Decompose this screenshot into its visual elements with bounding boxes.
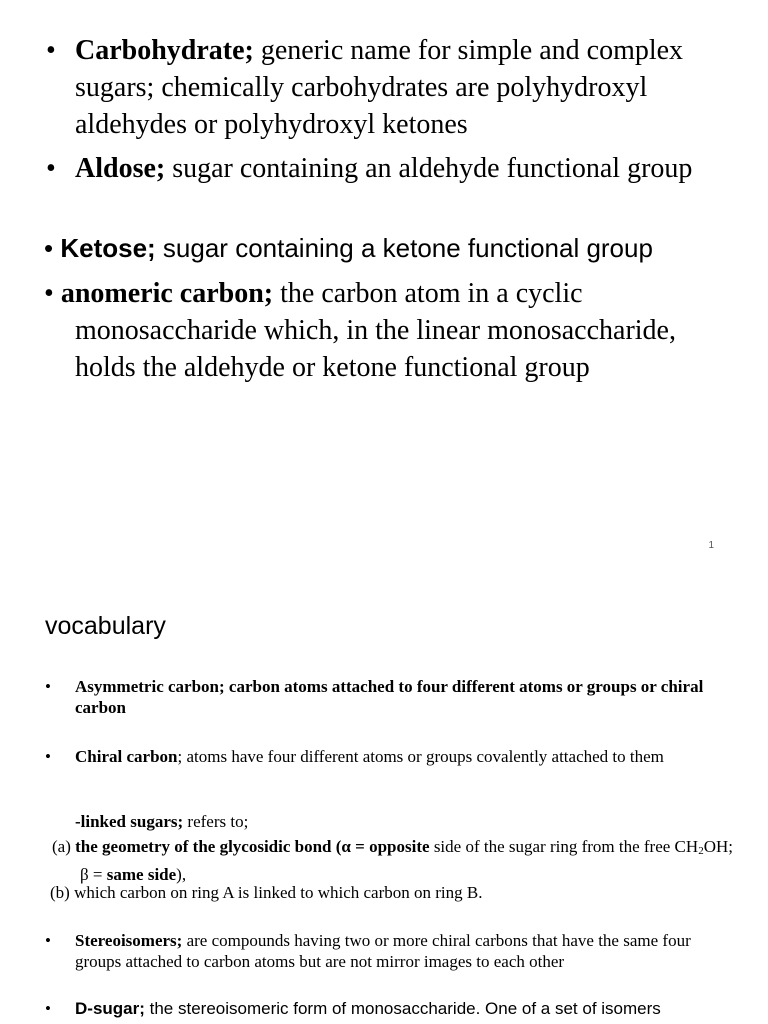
bullet-ketose [44,230,734,267]
page-title: vocabulary [45,612,166,640]
linked-item-a [50,835,740,886]
item-a-bold: the geometry of the glycosidic bond (α = opposite [75,837,430,856]
bullet-carbohydrate [46,32,736,143]
term-stereoisomers: Stereoisomers; [75,931,183,950]
bullet-dsugar [45,998,725,1019]
bullet-stereoisomers [45,930,725,972]
bullet-chiral [45,746,725,767]
term-carbohydrate: Carbohydrate; [75,35,254,66]
bullet-aldose [46,150,736,187]
term-linked: -linked sugars; [75,812,184,831]
bullet-asymmetric [45,676,725,718]
def-carbohydrate: generic name for simple and complex sugars; chemically carbohydrates are polyhydroxyl aldehydes or polyhydroxyl ketones [75,35,684,140]
bullet-dot: • [46,35,56,66]
def-ketose: sugar containing a ketone functional group [155,233,653,263]
def-dsugar: the stereoisomeric form of monosaccharide. One of a set of isomers [144,999,661,1018]
item-a-bold2: same side [106,865,177,884]
item-a-text: side of the sugar ring from the free CH [429,837,699,856]
item-a-text2: OH; β = [80,837,733,884]
item-a-text3: ), [176,865,187,884]
linked-sugars [75,810,248,833]
term-chiral: Chiral carbon [75,747,178,766]
item-a-subscript: 2 [698,845,704,857]
bullet-anomeric [44,275,734,386]
page-number: 1 [708,540,714,551]
bullet-dot: • [45,747,51,766]
def-stereoisomers: are compounds having two or more chiral carbons that have the same four groups attached to carbon atoms but are not mirror images to each other [75,931,691,971]
term-aldose: Aldose; [75,153,166,184]
term-asymmetric: Asymmetric carbon; carbon atoms attached to four different atoms or groups or chiral carbon [75,677,704,717]
linked-item-b: (b) which carbon on ring A is linked to which carbon on ring B. [50,883,483,902]
term-ketose: Ketose; [60,233,156,263]
def-aldose: sugar containing an aldehyde functional group [165,153,693,184]
bullet-dot: • [45,931,51,950]
term-anomeric: anomeric carbon; [60,278,274,309]
bullet-dot: • [45,677,51,696]
bullet-dot: • [45,999,51,1018]
def-anomeric: the carbon atom in a cyclic monosaccharide which, in the linear monosaccharide, holds the aldehyde or ketone functional group [75,278,676,383]
item-a-prefix: (a) [52,837,76,856]
bullet-dot: • [44,233,54,263]
term-dsugar: D-sugar; [75,999,145,1018]
def-chiral: ; atoms have four different atoms or groups covalently attached to them [177,747,664,766]
bullet-dot: • [46,153,56,184]
def-linked: refers to; [183,812,249,831]
bullet-dot: • [44,278,54,309]
